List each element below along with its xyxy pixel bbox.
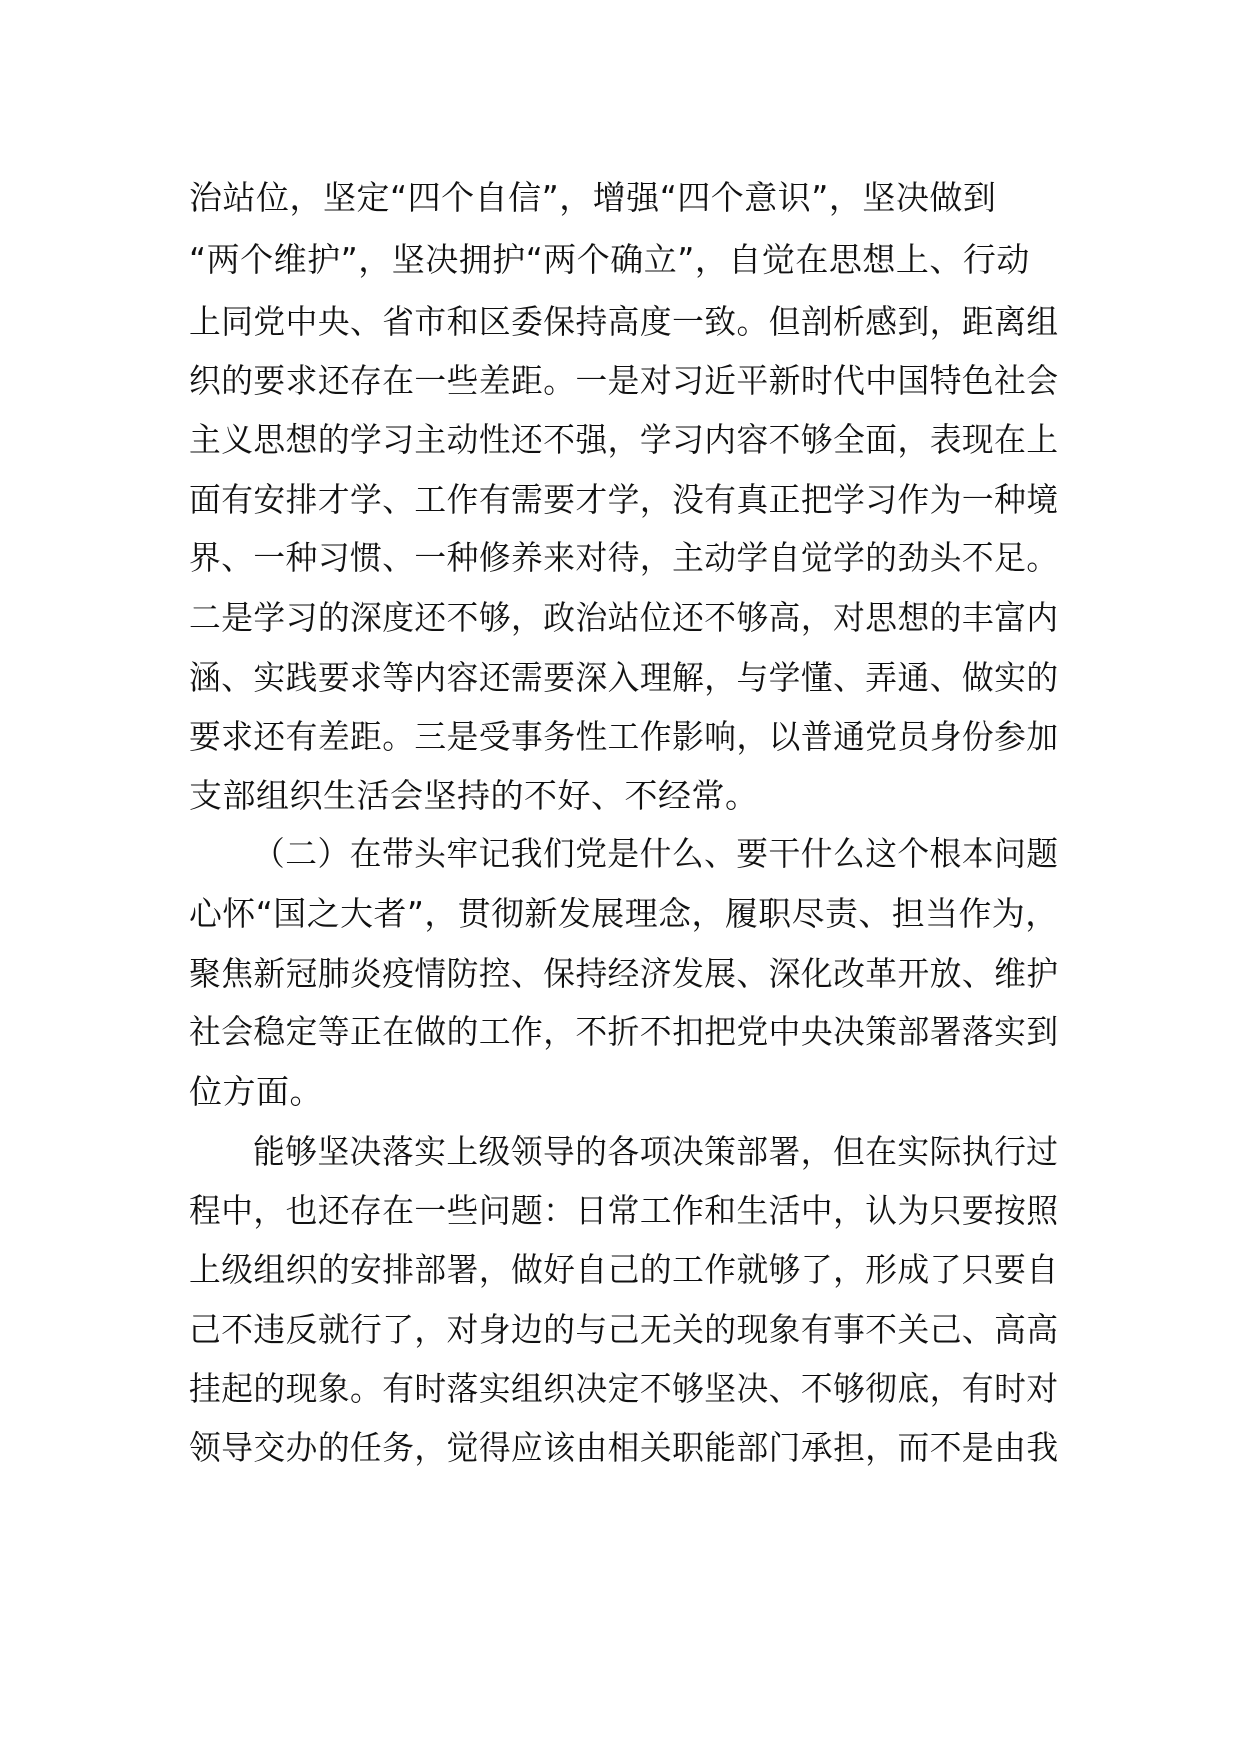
text-line: 上同党中央、省市和区委保持高度一致。但剖析感到，距离组 xyxy=(189,302,1059,341)
section-heading-line: （二）在带头牢记我们党是什么、要干什么这个根本问题 xyxy=(253,834,1059,873)
text-line: 二是学习的深度还不够，政治站位还不够高，对思想的丰富内 xyxy=(189,598,1059,637)
text-line: 治站位，坚定“四个自信”，增强“四个意识”，坚决做到 xyxy=(189,178,997,217)
text-line: 涵、实践要求等内容还需要深入理解，与学懂、弄通、做实的 xyxy=(189,658,1059,697)
text-line: 要求还有差距。三是受事务性工作影响，以普通党员身份参加 xyxy=(189,717,1059,756)
text-line: 聚焦新冠肺炎疫情防控、保持经济发展、深化改革开放、维护 xyxy=(189,954,1059,993)
text-line: 上级组织的安排部署，做好自己的工作就够了，形成了只要自 xyxy=(189,1250,1059,1289)
text-line: 织的要求还存在一些差距。一是对习近平新时代中国特色社会 xyxy=(189,361,1059,400)
text-line: 挂起的现象。有时落实组织决定不够坚决、不够彻底，有时对 xyxy=(189,1369,1059,1408)
text-line: 位方面。 xyxy=(189,1072,323,1111)
text-line: 主义思想的学习主动性还不强，学习内容不够全面，表现在上 xyxy=(189,420,1059,459)
text-line: 界、一种习惯、一种修养来对待，主动学自觉学的劲头不足。 xyxy=(189,538,1059,577)
text-line: 支部组织生活会坚持的不好、不经常。 xyxy=(189,776,759,815)
text-line: 面有安排才学、工作有需要才学，没有真正把学习作为一种境 xyxy=(189,480,1059,519)
text-line: “两个维护”，坚决拥护“两个确立”，自觉在思想上、行动 xyxy=(189,240,1030,279)
text-line: 社会稳定等正在做的工作，不折不扣把党中央决策部署落实到 xyxy=(189,1012,1059,1051)
text-line: 己不违反就行了，对身边的与己无关的现象有事不关己、高高 xyxy=(189,1310,1059,1349)
text-line: 程中，也还存在一些问题：日常工作和生活中，认为只要按照 xyxy=(189,1191,1059,1230)
text-line: 领导交办的任务，觉得应该由相关职能部门承担，而不是由我 xyxy=(189,1428,1059,1467)
paragraph-first-line: 能够坚决落实上级领导的各项决策部署，但在实际执行过 xyxy=(253,1132,1059,1171)
text-line: 心怀“国之大者”，贯彻新发展理念，履职尽责、担当作为， xyxy=(189,894,1059,933)
